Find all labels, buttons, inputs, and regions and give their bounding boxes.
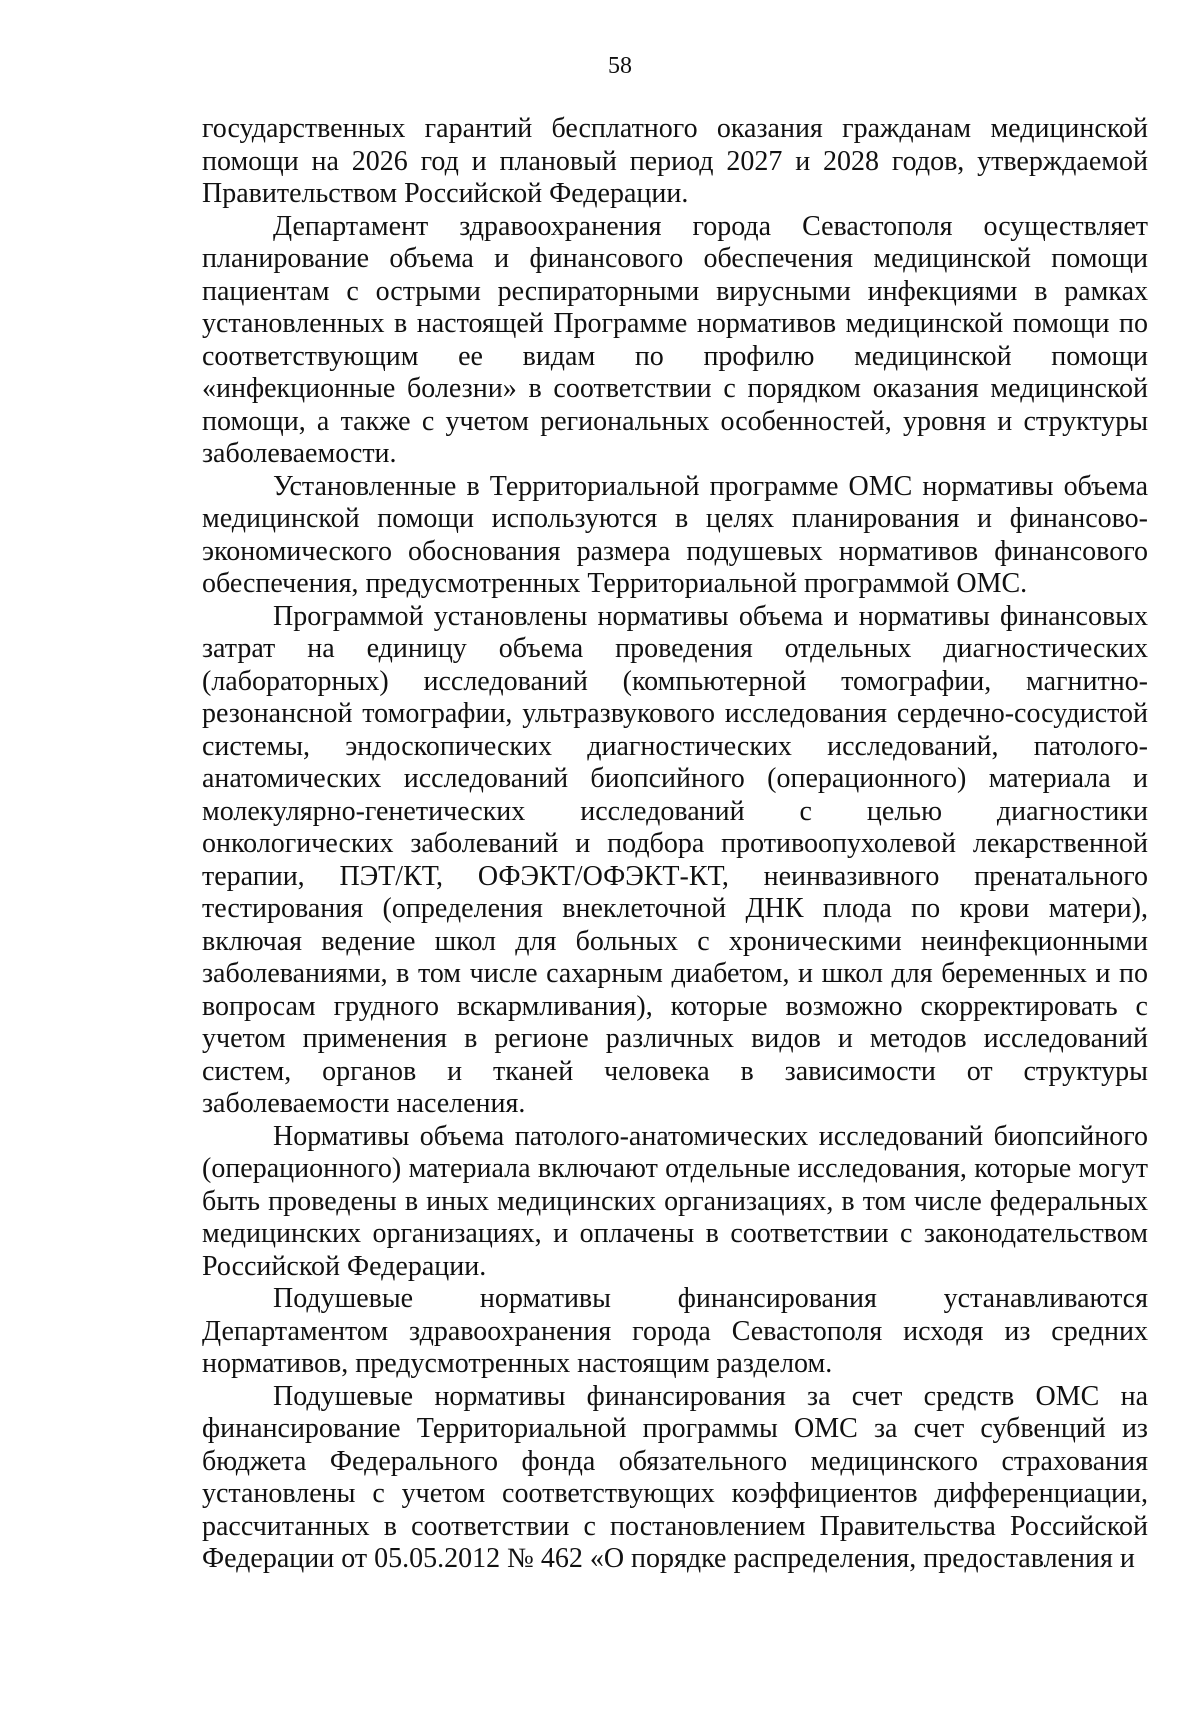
paragraph: Установленные в Территориальной программе ОМС нормативы объема медицинской помощи используются в целях планирования и финансово-экономического обоснования размера подушевых нормативов финансового обеспечения, предусмотренных Территориальной программой ОМС. (202, 470, 1148, 599)
paragraph: Нормативы объема патолого-анатомических исследований биопсийного (операционного) материала включают отдельные исследования, которые могут быть проведены в иных медицинских организациях, в том числе федеральных медицинских организациях, и оплачены в соответствии с законодательством Российской Федерации. (202, 1120, 1148, 1282)
paragraph: Подушевые нормативы финансирования устанавливаются Департаментом здравоохранения города Севастополя исходя из средних нормативов, предусмотренных настоящим разделом. (202, 1283, 1148, 1379)
document-body (202, 113, 1148, 1576)
page-number: 58 (608, 53, 632, 79)
paragraph: Департамент здравоохранения города Севастополя осуществляет планирование объема и финансового обеспечения медицинской помощи пациентам с острыми респираторными вирусными инфекциями в рамках установленных в настоящей Программе нормативов медицинской помощи по соответствующим ее видам по профилю медицинской помощи «инфекционные болезни» в соответствии с порядком оказания медицинской помощи, а также с учетом региональных особенностей, уровня и структуры заболеваемости. (202, 210, 1148, 469)
paragraph: Программой установлены нормативы объема и нормативы финансовых затрат на единицу объема проведения отдельных диагностических (лабораторных) исследований (компьютерной томографии, магнитно-резонансной томографии, ультразвукового исследования сердечно-сосудистой системы, эндоскопических диагностических исследований, патолого-анатомических исследований биопсийного (операционного) материала и молекулярно-генетических исследований с целью диагностики онкологических заболеваний и подбора противоопухолевой лекарственной терапии, ПЭТ/КТ, ОФЭКТ/ОФЭКТ-КТ, неинвазивного пренатального тестирования (определения внеклеточной ДНК плода по крови матери), включая ведение школ для больных с хроническими неинфекционными заболеваниями, в том числе сахарным диабетом, и школ для беременных и по вопросам грудного вскармливания), которые возможно скорректировать с учетом применения в регионе различных видов и методов исследований систем, органов и тканей человека в зависимости от структуры заболеваемости населения. (202, 600, 1148, 1119)
paragraph: Подушевые нормативы финансирования за счет средств ОМС на финансирование Территориальной программы ОМС за счет субвенций из бюджета Федерального фонда обязательного медицинского страхования установлены с учетом соответствующих коэффициентов дифференциации, рассчитанных в соответствии с постановлением Правительства Российской Федерации от 05.05.2012 № 462 «О порядке распределения, предоставления и (202, 1380, 1148, 1574)
paragraph-continuation: государственных гарантий бесплатного оказания гражданам медицинской помощи на 2026 год и плановый период 2027 и 2028 годов, утверждаемой Правительством Российской Федерации. (202, 113, 1148, 209)
